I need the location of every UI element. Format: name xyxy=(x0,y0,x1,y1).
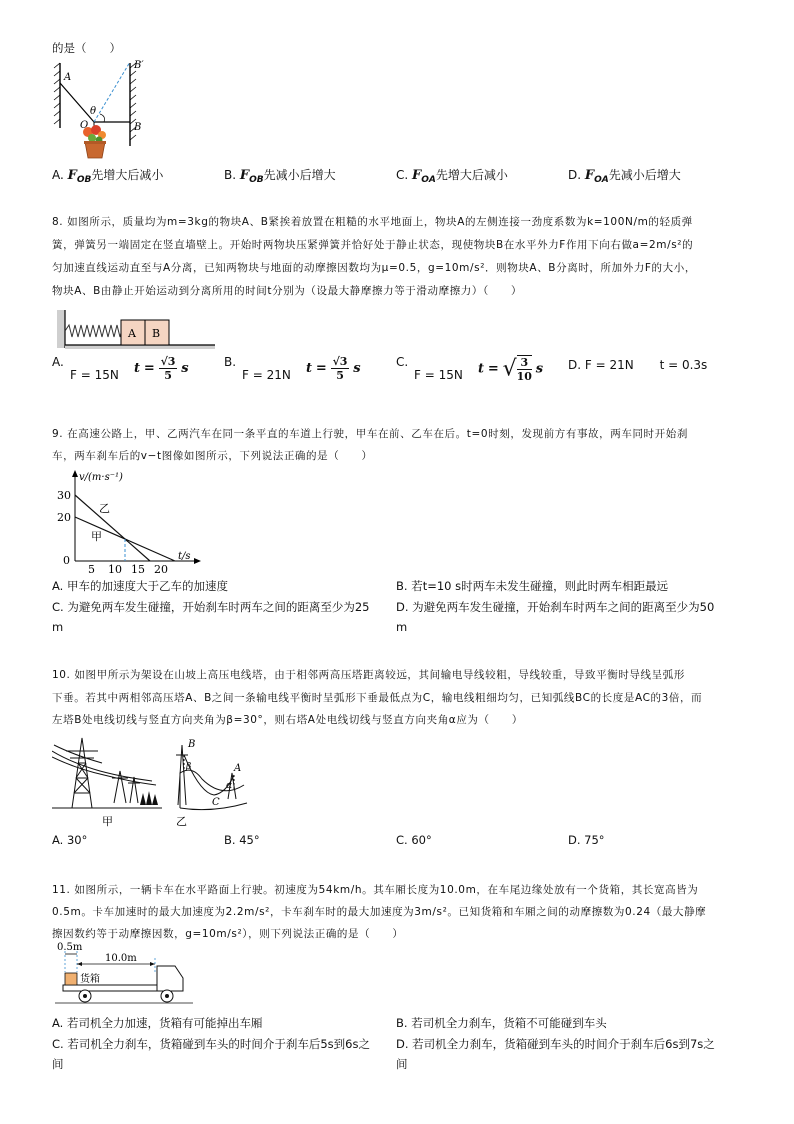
q11-line-3: 擦因数约等于动摩擦因数，g=10m/s²），则下列说法正确的是（ ） xyxy=(52,928,404,940)
q11-box-label: 货箱 xyxy=(80,974,100,985)
q10-line-3: 左塔B处电线切线与竖直方向夹角为β=30°，则右塔A处电线切线与竖直方向夹角α应为（ ） xyxy=(52,714,523,726)
q8-line-3: 匀加速直线运动直至与A分离，已知两物块与地面的动摩擦因数均为μ=0.5，g=10m/s²．则物块A、B分离时，所加外力F的大小， xyxy=(52,262,696,274)
x-tick-10: 10 xyxy=(108,563,122,574)
x-tick-5: 5 xyxy=(88,563,95,574)
y-tick-30: 30 xyxy=(57,489,71,502)
x-tick-15: 15 xyxy=(131,563,145,574)
q11-option-d[interactable]: D. 若司机全力刹车，货箱碰到车头的时间介于刹车后6s到7s之 间 xyxy=(396,1037,715,1071)
q7-label-Bprime: B′ xyxy=(134,60,144,71)
q8-block-b: B xyxy=(152,327,161,340)
q11-label-small: 0.5m xyxy=(57,942,83,953)
q10-label-A: A xyxy=(234,763,242,774)
x-tick-20: 20 xyxy=(154,563,168,574)
q9-line-2: 车，两车刹车后的v−t图像如图所示，下列说法正确的是（ ） xyxy=(52,450,373,462)
q8-option-d[interactable]: D. F = 21N t = 0.3s xyxy=(568,358,708,372)
q10-option-c[interactable]: C. 60° xyxy=(396,833,432,847)
q8-line-2: 簧，弹簧另一端固定在竖直墙壁上。开始时两物块压紧弹簧并恰好处于静止状态，现使物块B在水平外力F作用下向右做a=2m/s²的 xyxy=(52,239,694,251)
series-line-yi xyxy=(75,495,150,561)
q8-figure xyxy=(55,305,215,350)
q8-line-1: 8. 如图所示，质量均为m=3kg的物块A、B紧挨着放置在粗糙的水平地面上，物块A的左侧连接一劲度系数为k=100N/m的轻质弹 xyxy=(52,216,693,228)
q9-vt-chart xyxy=(55,468,205,574)
q10-line-1: 10. 如图甲所示为架设在山坡上高压电线塔，由于相邻两高压塔距离较远，其间输电导线较粗，导线较重，导致平衡时导线呈弧形 xyxy=(52,669,685,681)
q11-option-b[interactable]: B. 若司机全力刹车，货箱不可能碰到车头 xyxy=(396,1016,607,1030)
q7-label-A: A xyxy=(64,72,72,83)
series-label-jia: 甲 xyxy=(91,530,102,543)
q7-option-a[interactable]: A. $F_{OB}$先增大后减小 xyxy=(52,168,164,185)
q10-option-b[interactable]: B. 45° xyxy=(224,833,260,847)
q7-option-d[interactable]: D. $F_{OA}$先减小后增大 xyxy=(568,168,681,185)
x-axis-label: t/s xyxy=(178,551,191,562)
q9-option-a[interactable]: A. 甲车的加速度大于乙车的加速度 xyxy=(52,579,228,593)
x-axis-arrow xyxy=(194,558,201,564)
q9-option-d[interactable]: D. 为避免两车发生碰撞，开始刹车时两车之间的距离至少为50 m xyxy=(396,600,715,634)
q11-option-a[interactable]: A. 若司机全力加速，货箱有可能掉出车厢 xyxy=(52,1016,263,1030)
q9-option-c[interactable]: C. 为避免两车发生碰撞，开始刹车时两车之间的距离至少为25 m xyxy=(52,600,370,634)
series-label-yi: 乙 xyxy=(99,502,110,515)
q10-label-yi: 乙 xyxy=(176,815,187,828)
q9-line-1: 9. 在高速公路上，甲、乙两汽车在同一条平直的车道上行驶，甲车在前、乙车在后。t=0时刻，发现前方有事故，两车同时开始刹 xyxy=(52,428,688,440)
q10-figure-yi xyxy=(172,733,252,828)
q7-label-B: B xyxy=(134,122,142,133)
y-tick-20: 20 xyxy=(57,511,71,524)
q11-option-c[interactable]: C. 若司机全力刹车，货箱碰到车头的时间介于刹车后5s到6s之 间 xyxy=(52,1037,370,1071)
q7-option-b[interactable]: B. $F_{OB}$先减小后增大 xyxy=(224,168,336,185)
q10-figure-jia xyxy=(52,733,172,828)
q11-line-1: 11. 如图所示，一辆卡车在水平路面上行驶。初速度为54km/h。其车厢长度为10.0m，在车尾边缘处放有一个货箱，其长宽高皆为 xyxy=(52,884,699,896)
q8-block-a: A xyxy=(128,327,136,340)
q10-line-2: 下垂。若其中两相邻高压塔A、B之间一条输电线平衡时呈弧形下垂最低点为C，输电线粗细均匀，已知弧线BC的长度是AC的3倍，而 xyxy=(52,692,703,704)
y-axis-arrow xyxy=(72,470,78,477)
q10-option-a[interactable]: A. 30° xyxy=(52,833,88,847)
q10-label-C: C xyxy=(212,797,220,808)
q10-label-beta: β xyxy=(186,762,192,772)
q9-option-b[interactable]: B. 若t=10 s时两车未发生碰撞，则此时两车相距最远 xyxy=(396,579,669,593)
q7-option-c[interactable]: C. $F_{OA}$先增大后减小 xyxy=(396,168,508,185)
q8-line-4: 物块A、B由静止开始运动到分离所用的时间t分别为（设最大静摩擦力等于滑动摩擦力）（ ） xyxy=(52,285,523,297)
q10-label-alpha: α xyxy=(226,781,233,791)
q11-label-big: 10.0m xyxy=(105,953,137,964)
q10-label-B: B xyxy=(188,739,196,750)
q7-figure xyxy=(50,58,160,166)
y-axis-label: v/(m·s⁻¹) xyxy=(79,472,123,483)
q7-label-theta: θ xyxy=(90,106,97,117)
q11-truck-figure xyxy=(55,940,195,1008)
q10-option-d[interactable]: D. 75° xyxy=(568,833,605,847)
y-tick-0: 0 xyxy=(63,554,70,567)
q10-label-jia: 甲 xyxy=(102,815,113,828)
q7-stem-tail: 的是（ ） xyxy=(52,41,121,55)
q11-line-2: 0.5m。卡车加速时的最大加速度为2.2m/s²，卡车刹车时的最大加速度为3m/s²。已知货箱和车厢之间的动摩擦数为0.24（最大静摩 xyxy=(52,906,707,918)
q7-label-O: O xyxy=(80,120,89,131)
